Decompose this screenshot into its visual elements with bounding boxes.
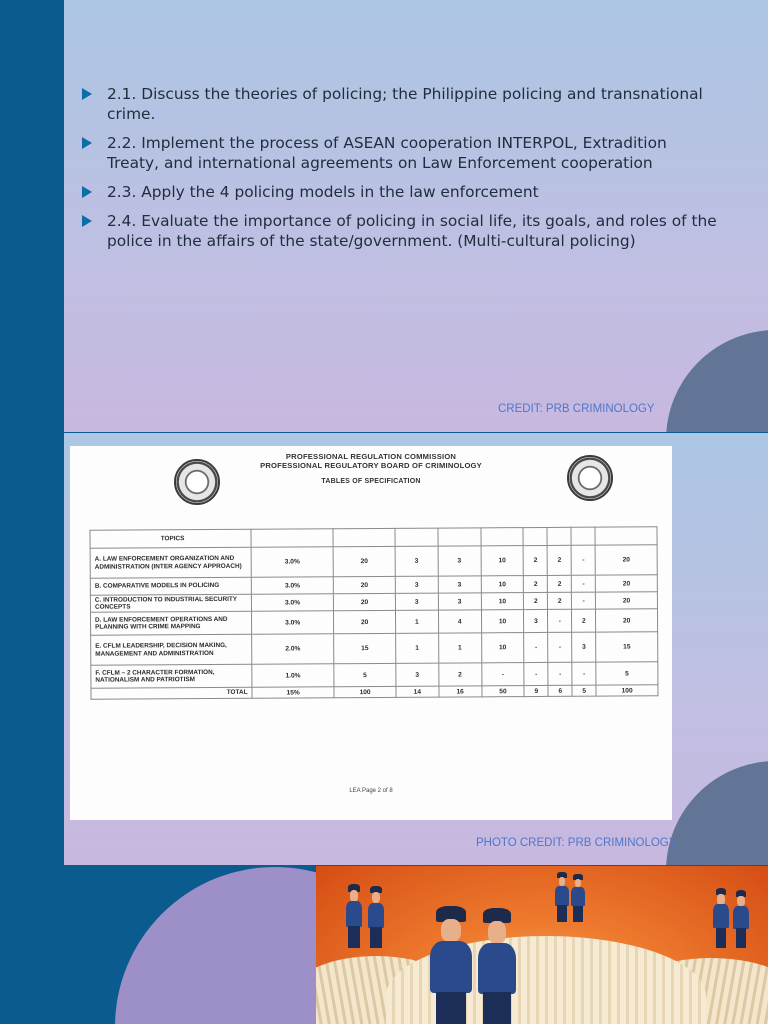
table-cell: 10 xyxy=(481,633,524,663)
table-cell: 20 xyxy=(334,576,396,593)
table-cell: 2 xyxy=(523,545,547,575)
police-officer-icon xyxy=(474,908,520,1024)
table-cell: 3 xyxy=(572,632,596,662)
table-cell: 20 xyxy=(334,593,396,610)
table-cell: 3 xyxy=(438,576,481,593)
objective-text: 2.2. Implement the process of ASEAN cooperation INTERPOL, Extradition Treaty, and international agreements on Law Enforcement cooperation xyxy=(107,134,667,172)
table-cell: - xyxy=(572,592,596,609)
table-cell: 100 xyxy=(334,686,396,697)
table-cell-topic: B. COMPARATIVE MODELS IN POLICING xyxy=(90,577,251,595)
table-cell: 3.0% xyxy=(251,577,333,595)
triangle-bullet-icon xyxy=(82,215,92,227)
table-cell: 3 xyxy=(395,546,438,576)
table-cell: 9 xyxy=(524,685,548,696)
police-illustration xyxy=(316,866,768,1024)
table-cell: 2 xyxy=(547,545,571,575)
police-officer-icon xyxy=(732,890,750,948)
table-cell: 10 xyxy=(481,593,524,610)
table-cell: - xyxy=(481,663,524,686)
table-cell: 10 xyxy=(481,546,524,576)
table-cell: 2 xyxy=(524,592,548,609)
table-cell: - xyxy=(524,662,548,685)
table-cell: 2 xyxy=(572,609,596,632)
table-header-cell xyxy=(547,527,571,545)
slide-sidebar xyxy=(0,433,64,865)
table-cell: 20 xyxy=(596,592,658,609)
table-cell: 5 xyxy=(334,663,396,686)
table-cell: 20 xyxy=(334,610,396,633)
table-header-cell: TOPICS xyxy=(90,529,251,548)
triangle-bullet-icon xyxy=(82,186,92,198)
table-cell: 5 xyxy=(572,685,596,696)
table-total-label: TOTAL xyxy=(91,687,252,699)
slide-illustration xyxy=(0,865,768,1024)
table-cell: 20 xyxy=(596,575,658,592)
table-cell: 2 xyxy=(439,663,482,686)
table-cell: 1 xyxy=(396,633,439,663)
objective-text: 2.3. Apply the 4 policing models in the law enforcement xyxy=(107,183,539,201)
objectives-list xyxy=(80,84,720,260)
table-cell: 5 xyxy=(596,662,658,685)
table-cell: 50 xyxy=(481,686,524,697)
table-cell: 10 xyxy=(481,576,524,593)
table-cell: 14 xyxy=(396,686,439,697)
table-header-cell xyxy=(523,527,547,545)
table-cell: - xyxy=(548,632,572,662)
table-cell: 1 xyxy=(438,633,481,663)
table-header-cell xyxy=(395,528,438,546)
police-officer-icon xyxy=(554,872,570,922)
objective-item xyxy=(80,211,720,251)
table-cell: 100 xyxy=(596,685,658,696)
police-officer-icon xyxy=(712,888,730,948)
table-cell: 3 xyxy=(438,593,481,610)
table-cell: 20 xyxy=(596,609,658,632)
table-header-cell xyxy=(571,527,595,545)
doc-header-line2: PROFESSIONAL REGULATORY BOARD OF CRIMINOLOGY xyxy=(260,461,482,470)
table-cell: 3 xyxy=(524,609,548,632)
objective-item xyxy=(80,84,720,124)
table-cell-topic: F. CFLM – 2 CHARACTER FORMATION, NATIONALISM AND PATRIOTISM xyxy=(91,664,252,688)
table-cell: 3.0% xyxy=(251,547,333,578)
table-cell: 3 xyxy=(396,663,439,686)
table-cell: 20 xyxy=(595,545,657,575)
table-row xyxy=(91,662,658,688)
table-row xyxy=(90,609,657,635)
table-header-cell xyxy=(595,527,657,545)
triangle-bullet-icon xyxy=(82,88,92,100)
table-cell: 10 xyxy=(481,610,524,633)
police-officer-icon xyxy=(344,884,364,948)
table-cell: 3.0% xyxy=(251,594,333,612)
table-header-cell xyxy=(251,529,333,548)
table-cell: 2 xyxy=(548,592,572,609)
slide-sidebar xyxy=(0,0,64,432)
table-cell-topic: E. CFLM LEADERSHIP, DECISION MAKING, MANAGEMENT AND ADMINISTRATION xyxy=(91,634,252,665)
table-cell: 16 xyxy=(439,686,482,697)
scanned-document xyxy=(70,446,672,820)
doc-title: TABLES OF SPECIFICATION xyxy=(321,478,421,485)
table-header-cell xyxy=(438,528,481,546)
triangle-bullet-icon xyxy=(82,137,92,149)
table-cell-topic: A. LAW ENFORCEMENT ORGANIZATION AND ADMINISTRATION (INTER AGENCY APPROACH) xyxy=(90,547,251,578)
police-officer-icon xyxy=(366,886,386,948)
photo-credit-text: PHOTO CREDIT: PRB CRIMINOLOGY xyxy=(476,837,677,849)
table-cell: - xyxy=(548,662,572,685)
table-cell: 1 xyxy=(395,610,438,633)
table-header-cell xyxy=(481,528,524,546)
objective-item xyxy=(80,133,720,173)
table-row xyxy=(91,632,658,665)
table-cell: 3 xyxy=(395,576,438,593)
table-cell: - xyxy=(548,609,572,632)
doc-header-line1: PROFESSIONAL REGULATION COMMISSION xyxy=(285,452,457,461)
credit-text: CREDIT: PRB CRIMINOLOGY xyxy=(498,403,655,415)
table-header-cell xyxy=(333,528,395,546)
table-cell: - xyxy=(572,575,596,592)
table-cell: 4 xyxy=(438,610,481,633)
table-cell-topic: C. INTRODUCTION TO INDUSTRIAL SECURITY CONCEPTS xyxy=(90,594,251,612)
table-cell: 6 xyxy=(548,685,572,696)
table-cell: 3.0% xyxy=(251,611,333,635)
table-cell: - xyxy=(571,545,595,575)
objective-text: 2.4. Evaluate the importance of policing in social life, its goals, and roles of the police in the affairs of the state/government. (Multi-cultural policing) xyxy=(107,212,717,250)
table-cell: 3 xyxy=(395,593,438,610)
objective-text: 2.1. Discuss the theories of policing; the Philippine policing and transnational crime. xyxy=(107,85,703,123)
table-cell: 1.0% xyxy=(252,664,334,688)
table-cell: 2.0% xyxy=(252,634,334,665)
police-officer-icon xyxy=(426,906,476,1024)
table-total-row xyxy=(91,685,658,699)
table-cell-topic: D. LAW ENFORCEMENT OPERATIONS AND PLANNING WITH CRIME MAPPING xyxy=(90,611,251,635)
table-row xyxy=(90,545,657,578)
objective-item xyxy=(80,182,720,202)
table-cell: 2 xyxy=(524,575,548,592)
table-cell: 3 xyxy=(438,546,481,576)
slide-table-of-specification xyxy=(0,433,768,865)
table-cell: - xyxy=(572,662,596,685)
table-cell: 15 xyxy=(596,632,658,662)
police-officer-icon xyxy=(570,874,586,922)
table-cell: 2 xyxy=(548,575,572,592)
table-cell: - xyxy=(524,632,548,662)
slide-objectives xyxy=(0,0,768,432)
table-cell: 15% xyxy=(252,687,334,699)
specification-table xyxy=(89,526,658,699)
table-cell: 15 xyxy=(334,633,396,663)
doc-page-footer: LEA Page 2 of 8 xyxy=(349,788,393,794)
table-cell: 20 xyxy=(333,546,395,576)
